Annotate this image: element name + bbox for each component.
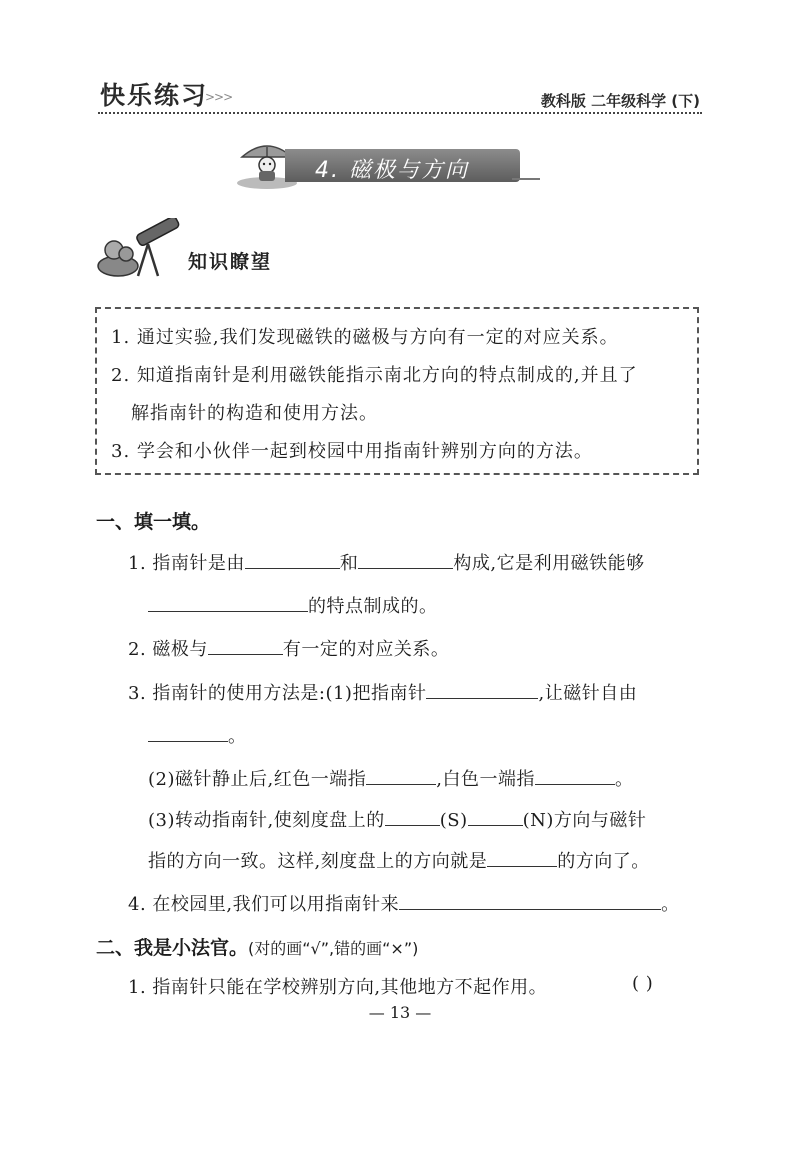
answer-blank[interactable] [366,766,436,785]
question-text: 。 [661,894,680,915]
question-text: 指的方向一致。这样,刻度盘上的方向就是 [148,851,488,872]
question-text: 和 [339,553,359,574]
answer-blank[interactable] [399,891,661,910]
section-2-note: (对的画“√”,错的画“×”) [248,939,419,958]
answer-blank[interactable] [468,807,523,826]
answer-blank[interactable] [535,766,615,785]
answer-blank[interactable] [208,636,283,655]
question-text: 。 [614,769,634,790]
lesson-title: 4. 磁极与方向 [315,158,469,183]
question-text: (N)方向与磁针 [522,810,647,831]
judge-answer-box[interactable]: ( ) [632,973,654,994]
knowledge-point: 解指南针的构造和使用方法。 [131,403,378,424]
question-3-line-4 [148,806,646,832]
knowledge-point: 1. 通过实验,我们发现磁铁的磁极与方向有一定的对应关系。 [111,327,619,348]
question-text: 1. 指南针是由 [128,553,245,574]
answer-blank[interactable] [426,680,538,699]
section-2-heading [96,933,418,960]
answer-blank[interactable] [245,550,340,569]
question-3-line-3 [148,765,633,791]
header-divider [98,112,702,114]
question-text: 3. 指南针的使用方法是:(1)把指南针 [128,683,427,704]
section-1-title: 一、填一填。 [96,511,211,533]
question-text: 的方向了。 [557,851,650,872]
question-1-line-1 [128,549,645,575]
question-text: 2. 磁极与 [128,639,208,660]
brand-arrows: >>> [205,90,233,104]
telescope-icon [96,218,186,283]
edition-label: 教科版 二年级科学 (下) [540,92,700,110]
question-3-line-1 [128,679,637,705]
question-text: 有一定的对应关系。 [282,639,450,660]
answer-blank[interactable] [148,723,228,742]
knowledge-heading: 知识瞭望 [188,251,273,273]
answer-blank[interactable] [148,593,308,612]
answer-blank[interactable] [385,807,440,826]
judge-question-1: 1. 指南针只能在学校辨别方向,其他地方不起作用。 [128,977,548,998]
question-text: 构成,它是利用磁铁能够 [453,553,645,574]
question-text: ,白色一端指 [436,769,535,790]
question-1-line-2 [148,592,438,618]
question-3-line-2 [148,722,247,748]
knowledge-point: 3. 学会和小伙伴一起到校园中用指南针辨别方向的方法。 [111,441,593,462]
question-text: (3)转动指南针,使刻度盘上的 [148,810,385,831]
question-text: (S) [439,810,468,831]
question-3-line-5 [148,847,650,873]
answer-blank[interactable] [358,550,453,569]
knowledge-point: 2. 知道指南针是利用磁铁能指示南北方向的特点制成的,并且了 [111,365,638,386]
question-text: ,让磁针自由 [538,683,638,704]
page-number: — 13 — [368,1003,432,1022]
question-text: (2)磁针静止后,红色一端指 [148,769,367,790]
question-2 [128,635,449,661]
question-text: 的特点制成的。 [308,596,438,617]
question-text: 。 [228,726,247,747]
section-2-title: 二、我是小法官。 [96,937,249,959]
answer-blank[interactable] [487,848,557,867]
brand-title: 快乐练习 [100,81,209,110]
lesson-banner-tail [512,178,540,180]
question-text: 4. 在校园里,我们可以用指南针来 [128,894,400,915]
question-4 [128,890,680,916]
